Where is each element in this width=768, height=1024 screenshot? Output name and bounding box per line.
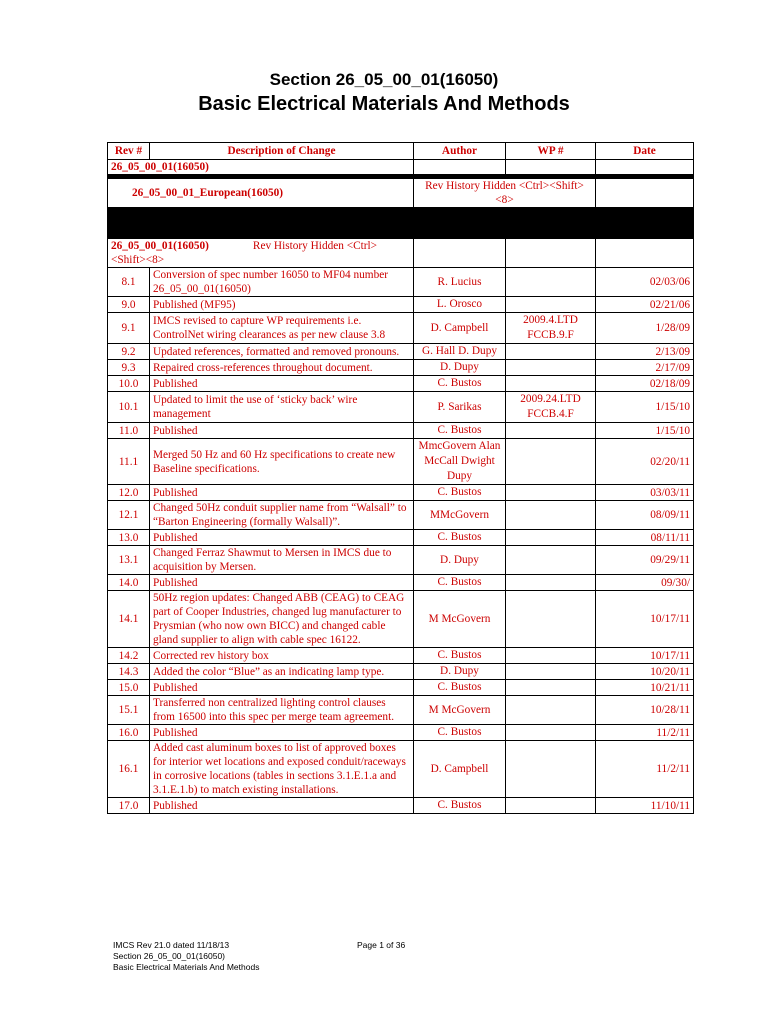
date-cell: 1/15/10 — [596, 392, 694, 423]
rev-cell: 16.0 — [108, 725, 150, 741]
table-row — [108, 501, 694, 530]
description-cell: Changed 50Hz conduit supplier name from “Walsall” to “Barton Engineering (formally Walsall)”. — [150, 501, 414, 530]
table-row — [108, 725, 694, 741]
table-row — [108, 439, 694, 485]
wp-cell — [506, 376, 596, 392]
footer-section: Section 26_05_00_01(16050) — [113, 951, 226, 961]
hidden-row-label: 26_05_00_01(16050) — [111, 240, 209, 252]
hidden-history-block — [108, 208, 694, 239]
table-row — [108, 798, 694, 814]
table-row — [108, 423, 694, 439]
wp-cell — [506, 798, 596, 814]
table-row — [108, 376, 694, 392]
table-row — [108, 664, 694, 680]
author-cell: M McGovern — [414, 696, 506, 725]
table-row — [108, 648, 694, 664]
wp-cell — [506, 648, 596, 664]
date-cell: 11/10/11 — [596, 798, 694, 814]
rev-cell: 9.1 — [108, 313, 150, 344]
wp-cell — [506, 297, 596, 313]
table-row — [108, 546, 694, 575]
table-row — [108, 344, 694, 360]
description-cell: Added cast aluminum boxes to list of approved boxes for interior wet locations and exposed conduit/raceways in corrosive locations (tables in sections 3.1.E.1.a and 3.1.E.1.b) to match existing installations. — [150, 741, 414, 798]
wp-cell — [506, 530, 596, 546]
rev-cell: 8.1 — [108, 268, 150, 297]
table-row — [108, 530, 694, 546]
description-cell: 50Hz region updates: Changed ABB (CEAG) to CEAG part of Cooper Industries, changed lug manufacturer to Prysmian (who now own BICC) and changed cable gland supplier to align with cable spec 16122. — [150, 591, 414, 648]
rev-cell: 14.1 — [108, 591, 150, 648]
author-cell: C. Bustos — [414, 423, 506, 439]
rev-cell: 15.1 — [108, 696, 150, 725]
wp-cell — [506, 696, 596, 725]
section-row-label: 26_05_00_01(16050) — [111, 161, 209, 173]
description-cell: Transferred non centralized lighting control clauses from 16500 into this spec per merge team agreement. — [150, 696, 414, 725]
author-cell: D. Campbell — [414, 313, 506, 344]
date-cell: 2/13/09 — [596, 344, 694, 360]
rev-cell: 12.0 — [108, 485, 150, 501]
author-cell: C. Bustos — [414, 575, 506, 591]
description-cell: Published — [150, 376, 414, 392]
wp-cell — [506, 344, 596, 360]
table-header-row — [108, 143, 694, 160]
section-row — [108, 160, 694, 175]
rev-cell: 13.0 — [108, 530, 150, 546]
author-cell: G. Hall D. Dupy — [414, 344, 506, 360]
rev-cell: 16.1 — [108, 741, 150, 798]
author-cell: D. Dupy — [414, 360, 506, 376]
date-cell: 11/2/11 — [596, 725, 694, 741]
author-cell: P. Sarikas — [414, 392, 506, 423]
wp-cell — [506, 546, 596, 575]
wp-cell: 2009.24.LTD FCCB.4.F — [506, 392, 596, 423]
header-date: Date — [596, 143, 694, 160]
rev-cell: 12.1 — [108, 501, 150, 530]
description-cell: Merged 50 Hz and 60 Hz specifications to create new Baseline specifications. — [150, 439, 414, 485]
header-description: Description of Change — [150, 143, 414, 160]
table-row — [108, 680, 694, 696]
description-cell: Added the color “Blue” as an indicating lamp type. — [150, 664, 414, 680]
author-cell: C. Bustos — [414, 725, 506, 741]
date-cell: 08/09/11 — [596, 501, 694, 530]
date-cell: 09/30/ — [596, 575, 694, 591]
wp-cell — [506, 575, 596, 591]
date-cell: 02/21/06 — [596, 297, 694, 313]
author-cell: C. Bustos — [414, 376, 506, 392]
date-cell: 1/28/09 — [596, 313, 694, 344]
wp-cell — [506, 423, 596, 439]
european-row-note: Rev History Hidden <Ctrl><Shift><8> — [425, 180, 584, 206]
author-cell: C. Bustos — [414, 680, 506, 696]
table-row — [108, 575, 694, 591]
page-footer — [113, 940, 259, 973]
description-cell: Published — [150, 485, 414, 501]
author-cell: C. Bustos — [414, 648, 506, 664]
date-cell: 2/17/09 — [596, 360, 694, 376]
header-rev: Rev # — [108, 143, 150, 160]
table-row — [108, 313, 694, 344]
wp-cell — [506, 591, 596, 648]
date-cell: 10/17/11 — [596, 648, 694, 664]
wp-cell — [506, 485, 596, 501]
date-cell: 02/20/11 — [596, 439, 694, 485]
date-cell: 1/15/10 — [596, 423, 694, 439]
rev-cell: 17.0 — [108, 798, 150, 814]
table-row — [108, 297, 694, 313]
date-cell: 08/11/11 — [596, 530, 694, 546]
date-cell: 10/17/11 — [596, 591, 694, 648]
date-cell: 09/29/11 — [596, 546, 694, 575]
author-cell: MMcGovern — [414, 501, 506, 530]
description-cell: Published (MF95) — [150, 297, 414, 313]
hidden-row — [108, 239, 694, 268]
description-cell: Conversion of spec number 16050 to MF04 number 26_05_00_01(16050) — [150, 268, 414, 297]
wp-cell — [506, 725, 596, 741]
author-cell: R. Lucius — [414, 268, 506, 297]
wp-cell — [506, 360, 596, 376]
description-cell: Published — [150, 798, 414, 814]
date-cell: 02/03/06 — [596, 268, 694, 297]
document-title: Basic Electrical Materials And Methods — [198, 93, 570, 115]
description-cell: Corrected rev history box — [150, 648, 414, 664]
date-cell: 10/20/11 — [596, 664, 694, 680]
description-cell: Published — [150, 680, 414, 696]
description-cell: Published — [150, 423, 414, 439]
date-cell: 03/03/11 — [596, 485, 694, 501]
description-cell: Updated to limit the use of ‘sticky back’ wire management — [150, 392, 414, 423]
table-row — [108, 268, 694, 297]
footer-rev: IMCS Rev 21.0 dated 11/18/13 — [113, 940, 230, 950]
author-cell: C. Bustos — [414, 530, 506, 546]
rev-cell: 9.2 — [108, 344, 150, 360]
table-row — [108, 591, 694, 648]
description-cell: Published — [150, 530, 414, 546]
date-cell: 02/18/09 — [596, 376, 694, 392]
header-author: Author — [414, 143, 506, 160]
date-cell: 11/2/11 — [596, 741, 694, 798]
wp-cell — [506, 741, 596, 798]
table-row — [108, 485, 694, 501]
table-row — [108, 392, 694, 423]
author-cell: D. Campbell — [414, 741, 506, 798]
hidden-row-note: Rev History Hidden <Ctrl><Shift><8> — [111, 240, 378, 266]
page-number: Page 1 of 36 — [357, 940, 406, 950]
european-row-label: 26_05_00_01_European(16050) — [132, 187, 284, 199]
author-cell: C. Bustos — [414, 798, 506, 814]
wp-cell — [506, 664, 596, 680]
author-cell: M McGovern — [414, 591, 506, 648]
rev-cell: 14.0 — [108, 575, 150, 591]
wp-cell — [506, 680, 596, 696]
description-cell: Changed Ferraz Shawmut to Mersen in IMCS due to acquisition by Mersen. — [150, 546, 414, 575]
european-row — [108, 179, 694, 208]
author-cell: D. Dupy — [414, 664, 506, 680]
rev-cell: 10.1 — [108, 392, 150, 423]
rev-cell: 11.0 — [108, 423, 150, 439]
table-row — [108, 696, 694, 725]
description-cell: Published — [150, 575, 414, 591]
date-cell: 10/28/11 — [596, 696, 694, 725]
rev-cell: 9.0 — [108, 297, 150, 313]
header-wp: WP # — [506, 143, 596, 160]
section-number: Section 26_05_00_01(16050) — [269, 70, 499, 89]
wp-cell — [506, 439, 596, 485]
rev-cell: 9.3 — [108, 360, 150, 376]
author-cell: MmcGovern Alan McCall Dwight Dupy — [414, 439, 506, 485]
author-cell: D. Dupy — [414, 546, 506, 575]
date-cell: 10/21/11 — [596, 680, 694, 696]
wp-cell — [506, 268, 596, 297]
rev-cell: 10.0 — [108, 376, 150, 392]
rev-cell: 11.1 — [108, 439, 150, 485]
description-cell: Published — [150, 725, 414, 741]
rev-cell: 15.0 — [108, 680, 150, 696]
revision-history-table — [107, 142, 694, 814]
rev-cell: 14.3 — [108, 664, 150, 680]
description-cell: Updated references, formatted and removed pronouns. — [150, 344, 414, 360]
table-row — [108, 360, 694, 376]
wp-cell — [506, 501, 596, 530]
author-cell: C. Bustos — [414, 485, 506, 501]
rev-cell: 13.1 — [108, 546, 150, 575]
footer-title: Basic Electrical Materials And Methods — [113, 962, 260, 972]
table-row — [108, 741, 694, 798]
description-cell: Repaired cross-references throughout document. — [150, 360, 414, 376]
description-cell: IMCS revised to capture WP requirements i.e. ControlNet wiring clearances as per new clause 3.8 — [150, 313, 414, 344]
wp-cell: 2009.4.LTD FCCB.9.F — [506, 313, 596, 344]
rev-cell: 14.2 — [108, 648, 150, 664]
author-cell: L. Orosco — [414, 297, 506, 313]
